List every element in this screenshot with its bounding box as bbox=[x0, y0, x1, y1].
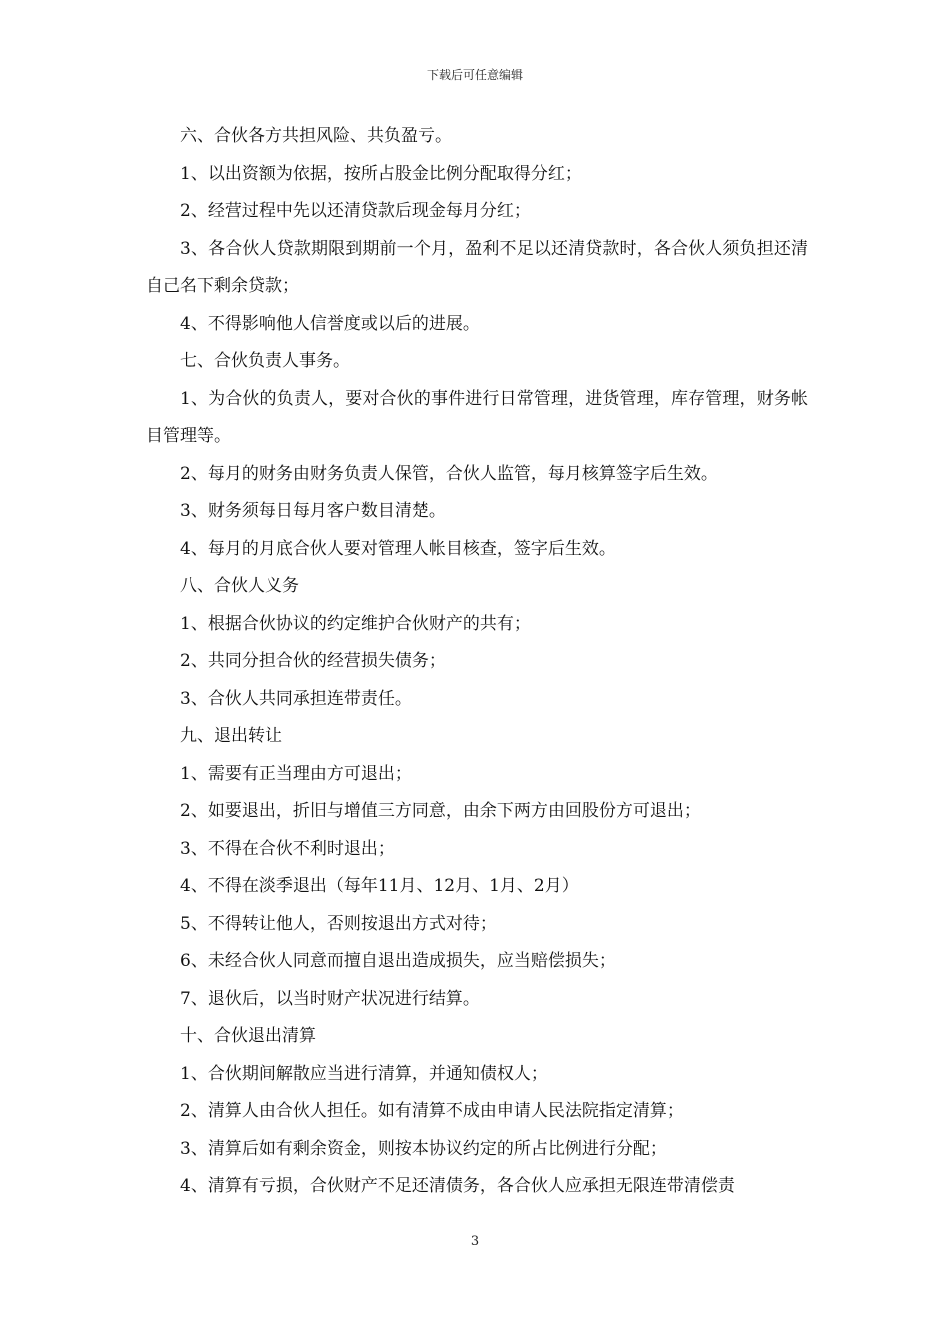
paragraph: 4、不得在淡季退出（每年11月、12月、1月、2月） bbox=[180, 876, 579, 896]
paragraph: 2、每月的财务由财务负责人保管，合伙人监管，每月核算签字后生效。 bbox=[180, 463, 718, 484]
document-body bbox=[146, 118, 808, 1206]
paragraph: 2、如要退出，折旧与增值三方同意，由余下两方由回股份方可退出； bbox=[180, 801, 701, 821]
paragraph: 2、共同分担合伙的经营损失债务； bbox=[180, 651, 446, 671]
section-heading: 八、合伙人义务 bbox=[180, 576, 299, 596]
paragraph: 1、根据合伙协议的约定维护合伙财产的共有； bbox=[180, 613, 531, 634]
paragraph: 5、不得转让他人，否则按退出方式对待； bbox=[180, 913, 497, 934]
section-heading: 九、退出转让 bbox=[180, 726, 282, 746]
paragraph: 3、不得在合伙不利时退出； bbox=[180, 838, 395, 859]
paragraph: 4、清算有亏损，合伙财产不足还清债务，各合伙人应承担无限连带清偿责 bbox=[180, 1176, 735, 1196]
paragraph: 3、各合伙人贷款期限到期前一个月，盈利不足以还清贷款时，各合伙人须负担还清自己名下剩余贷款； bbox=[146, 238, 808, 296]
paragraph: 4、不得影响他人信誉度或以后的进展。 bbox=[180, 313, 480, 334]
paragraph: 2、清算人由合伙人担任。如有清算不成由申请人民法院指定清算； bbox=[180, 1101, 684, 1121]
section-heading: 十、合伙退出清算 bbox=[180, 1026, 316, 1046]
paragraph: 4、每月的月底合伙人要对管理人帐目核查，签字后生效。 bbox=[180, 538, 616, 559]
paragraph: 3、合伙人共同承担连带责任。 bbox=[180, 688, 412, 709]
paragraph: 2、经营过程中先以还清贷款后现金每月分红； bbox=[180, 201, 531, 221]
paragraph: 1、为合伙的负责人，要对合伙的事件进行日常管理，进货管理，库存管理，财务帐目管理等。 bbox=[146, 388, 808, 446]
page-header: 下载后可任意编辑 bbox=[426, 68, 523, 82]
section-heading: 七、合伙负责人事务。 bbox=[180, 351, 350, 371]
paragraph: 7、退伙后，以当时财产状况进行结算。 bbox=[180, 988, 480, 1009]
paragraph: 1、合伙期间解散应当进行清算，并通知债权人； bbox=[180, 1063, 548, 1084]
page-number: 3 bbox=[470, 1234, 480, 1249]
paragraph: 1、以出资额为依据，按所占股金比例分配取得分红； bbox=[180, 163, 582, 184]
paragraph: 6、未经合伙人同意而擅自退出造成损失，应当赔偿损失； bbox=[180, 951, 616, 971]
paragraph: 3、财务须每日每月客户数目清楚。 bbox=[180, 501, 446, 521]
paragraph: 六、合伙各方共担风险、共负盈亏。 bbox=[180, 126, 452, 146]
paragraph: 3、清算后如有剩余资金，则按本协议约定的所占比例进行分配； bbox=[180, 1138, 667, 1159]
paragraph: 1、需要有正当理由方可退出； bbox=[180, 763, 412, 784]
